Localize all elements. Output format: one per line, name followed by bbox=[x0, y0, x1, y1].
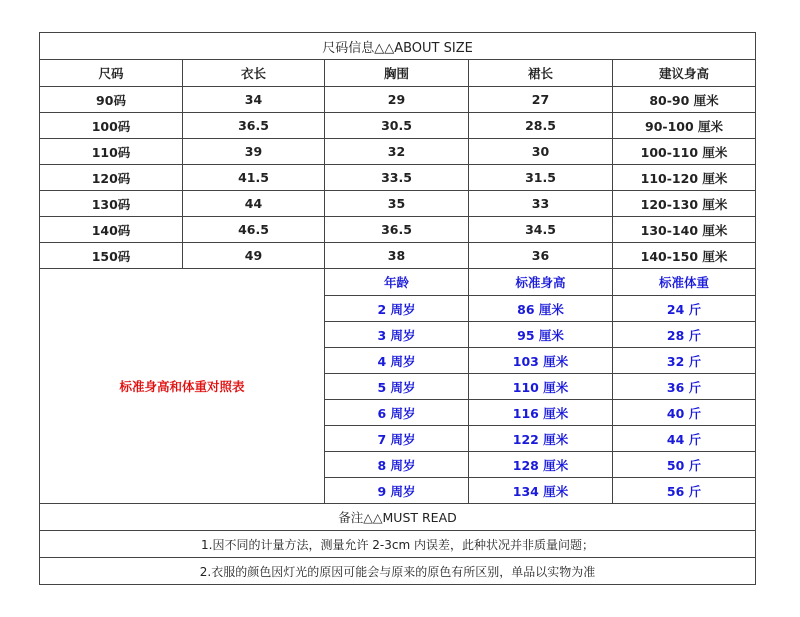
growth-header-cell: 年龄 bbox=[325, 269, 469, 296]
skirt-length-cell: 36 bbox=[469, 243, 613, 269]
table-row bbox=[40, 87, 756, 113]
age-cell: 4 周岁 bbox=[325, 348, 469, 374]
size-cell: 120码 bbox=[40, 165, 183, 191]
growth-header-cell: 标准身高 bbox=[469, 269, 613, 296]
age-cell: 8 周岁 bbox=[325, 452, 469, 478]
size-cell: 150码 bbox=[40, 243, 183, 269]
chest-cell: 33.5 bbox=[325, 165, 469, 191]
size-cell: 130码 bbox=[40, 191, 183, 217]
size-header-cell: 胸围 bbox=[325, 60, 469, 87]
height-cell: 120-130 厘米 bbox=[613, 191, 756, 217]
age-cell: 3 周岁 bbox=[325, 322, 469, 348]
age-cell: 5 周岁 bbox=[325, 374, 469, 400]
growth-header-cell: 标准体重 bbox=[613, 269, 756, 296]
height-cell: 90-100 厘米 bbox=[613, 113, 756, 139]
standard-height-cell: 110 厘米 bbox=[469, 374, 613, 400]
age-cell: 6 周岁 bbox=[325, 400, 469, 426]
table-row bbox=[40, 113, 756, 139]
height-cell: 140-150 厘米 bbox=[613, 243, 756, 269]
standard-height-cell: 86 厘米 bbox=[469, 296, 613, 322]
length-cell: 46.5 bbox=[183, 217, 325, 243]
chest-cell: 30.5 bbox=[325, 113, 469, 139]
skirt-length-cell: 31.5 bbox=[469, 165, 613, 191]
skirt-length-cell: 34.5 bbox=[469, 217, 613, 243]
size-table-title: 尺码信息△△ABOUT SIZE bbox=[40, 33, 756, 60]
standard-weight-cell: 32 斤 bbox=[613, 348, 756, 374]
size-header-cell: 建议身高 bbox=[613, 60, 756, 87]
skirt-length-cell: 28.5 bbox=[469, 113, 613, 139]
length-cell: 41.5 bbox=[183, 165, 325, 191]
length-cell: 34 bbox=[183, 87, 325, 113]
standard-height-cell: 95 厘米 bbox=[469, 322, 613, 348]
standard-weight-cell: 36 斤 bbox=[613, 374, 756, 400]
size-chart-table bbox=[39, 32, 756, 585]
size-cell: 110码 bbox=[40, 139, 183, 165]
standard-weight-cell: 56 斤 bbox=[613, 478, 756, 504]
size-cell: 90码 bbox=[40, 87, 183, 113]
standard-weight-cell: 24 斤 bbox=[613, 296, 756, 322]
chest-cell: 32 bbox=[325, 139, 469, 165]
chest-cell: 29 bbox=[325, 87, 469, 113]
length-cell: 36.5 bbox=[183, 113, 325, 139]
chest-cell: 36.5 bbox=[325, 217, 469, 243]
table-row bbox=[40, 191, 756, 217]
age-cell: 9 周岁 bbox=[325, 478, 469, 504]
size-cell: 140码 bbox=[40, 217, 183, 243]
table-row bbox=[40, 217, 756, 243]
standard-weight-cell: 40 斤 bbox=[613, 400, 756, 426]
standard-height-cell: 103 厘米 bbox=[469, 348, 613, 374]
note-item: 2.衣服的颜色因灯光的原因可能会与原来的原色有所区别，单品以实物为准 bbox=[40, 558, 756, 585]
growth-chart-label: 标准身高和体重对照表 bbox=[40, 269, 325, 504]
standard-weight-cell: 28 斤 bbox=[613, 322, 756, 348]
table-row bbox=[40, 165, 756, 191]
note-item: 1.因不同的计量方法，测量允许 2-3cm 内误差，此种状况并非质量问题； bbox=[40, 531, 756, 558]
size-header-cell: 裙长 bbox=[469, 60, 613, 87]
chest-cell: 35 bbox=[325, 191, 469, 217]
standard-height-cell: 134 厘米 bbox=[469, 478, 613, 504]
length-cell: 44 bbox=[183, 191, 325, 217]
skirt-length-cell: 33 bbox=[469, 191, 613, 217]
notes-title: 备注△△MUST READ bbox=[40, 504, 756, 531]
length-cell: 49 bbox=[183, 243, 325, 269]
height-cell: 80-90 厘米 bbox=[613, 87, 756, 113]
height-cell: 110-120 厘米 bbox=[613, 165, 756, 191]
table-row bbox=[40, 139, 756, 165]
age-cell: 7 周岁 bbox=[325, 426, 469, 452]
size-chart bbox=[39, 32, 755, 585]
age-cell: 2 周岁 bbox=[325, 296, 469, 322]
standard-height-cell: 116 厘米 bbox=[469, 400, 613, 426]
skirt-length-cell: 30 bbox=[469, 139, 613, 165]
length-cell: 39 bbox=[183, 139, 325, 165]
standard-weight-cell: 44 斤 bbox=[613, 426, 756, 452]
standard-height-cell: 128 厘米 bbox=[469, 452, 613, 478]
skirt-length-cell: 27 bbox=[469, 87, 613, 113]
size-cell: 100码 bbox=[40, 113, 183, 139]
table-row bbox=[40, 243, 756, 269]
size-header-cell: 衣长 bbox=[183, 60, 325, 87]
chest-cell: 38 bbox=[325, 243, 469, 269]
height-cell: 100-110 厘米 bbox=[613, 139, 756, 165]
standard-weight-cell: 50 斤 bbox=[613, 452, 756, 478]
standard-height-cell: 122 厘米 bbox=[469, 426, 613, 452]
size-header-cell: 尺码 bbox=[40, 60, 183, 87]
height-cell: 130-140 厘米 bbox=[613, 217, 756, 243]
